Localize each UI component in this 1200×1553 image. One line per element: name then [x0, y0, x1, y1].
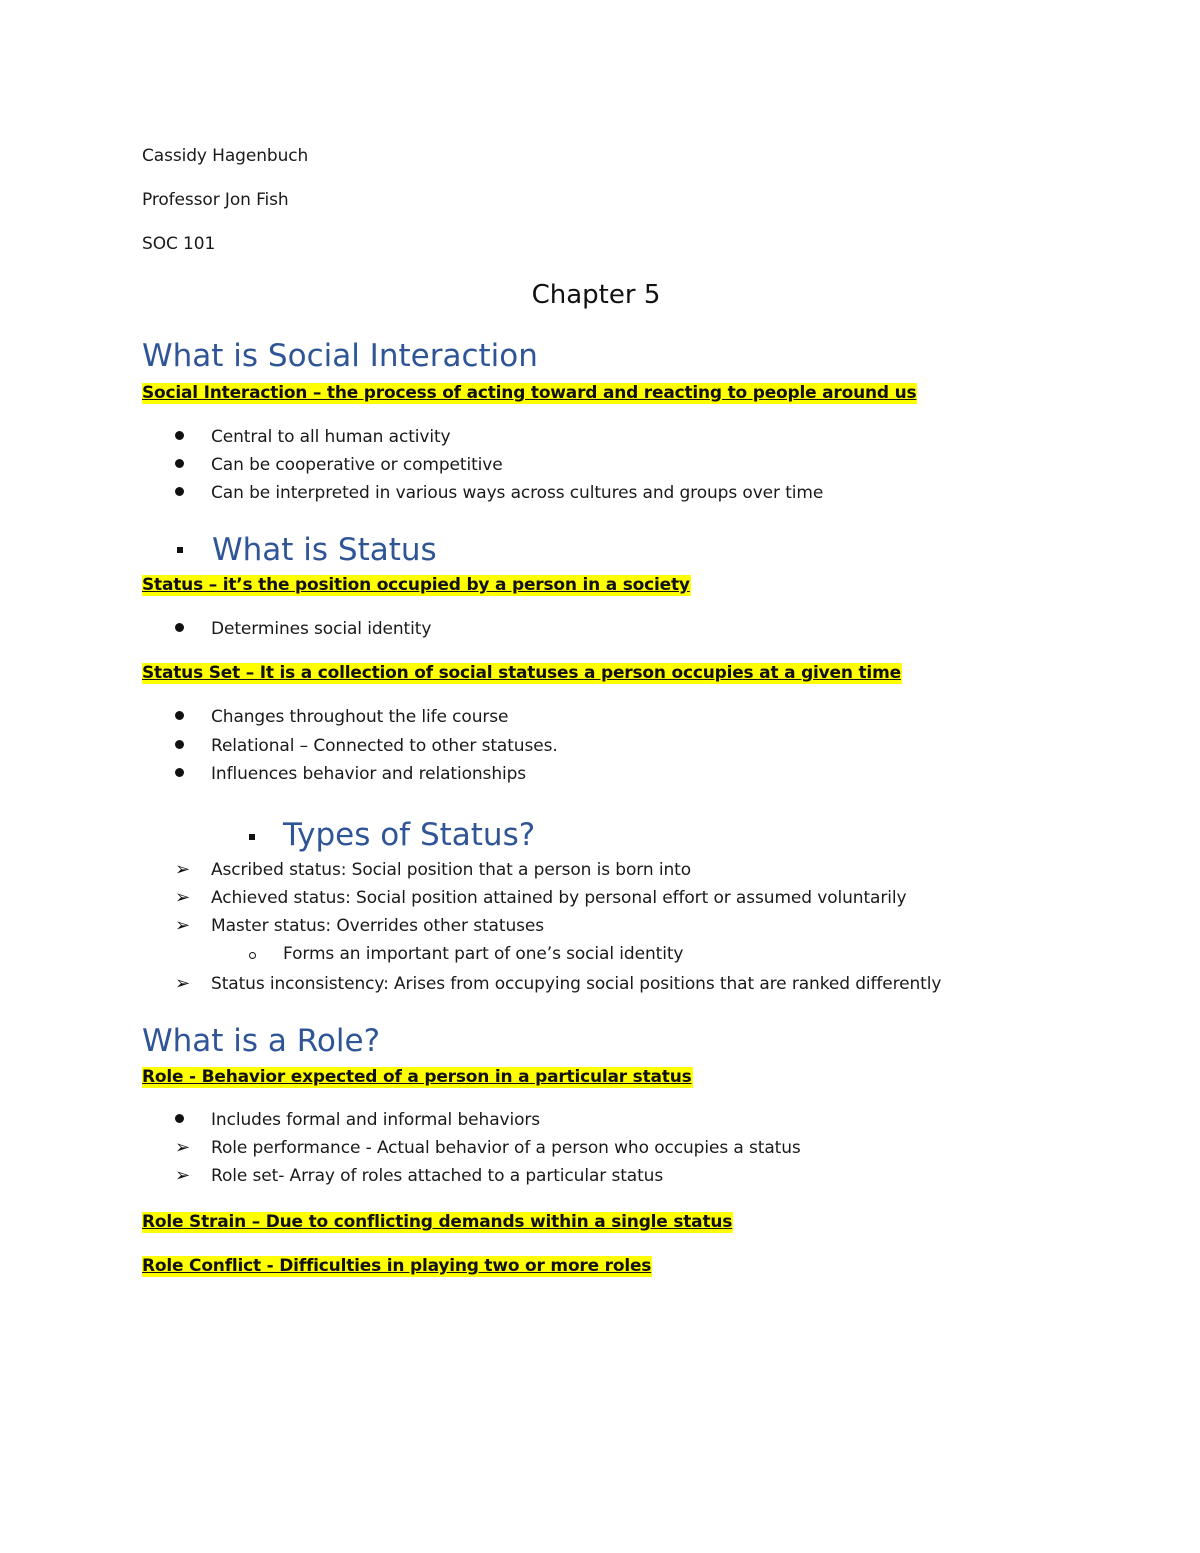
- bullet-disc-icon: [175, 1114, 184, 1123]
- list-item: Can be cooperative or competitive: [211, 455, 503, 475]
- arrow-bullet-icon: ➢: [175, 1137, 191, 1158]
- author-name: Cassidy Hagenbuch: [142, 146, 309, 166]
- circle-bullet-icon: [249, 952, 256, 959]
- heading-types-of-status: Types of Status?: [283, 817, 536, 853]
- highlight-text: Role - Behavior expected of a person in a particular status: [142, 1067, 692, 1087]
- highlight-text: Status Set – It is a collection of social statuses a person occupies at a given time: [142, 663, 901, 683]
- professor-name: Professor Jon Fish: [142, 190, 289, 210]
- definition-role: [142, 1066, 693, 1088]
- bullet-square-icon: [249, 834, 255, 840]
- heading-status: What is Status: [212, 532, 437, 568]
- list-item: Ascribed status: Social position that a person is born into: [211, 860, 692, 880]
- definition-status-set: [142, 662, 902, 684]
- list-item: Central to all human activity: [211, 427, 451, 447]
- list-item: Can be interpreted in various ways across cultures and groups over time: [211, 483, 824, 503]
- highlight-text: Social Interaction – the process of acting toward and reacting to people around us: [142, 383, 917, 403]
- definition-role-conflict: [142, 1255, 652, 1277]
- heading-social-interaction: What is Social Interaction: [142, 338, 538, 374]
- definition-social-interaction: [142, 382, 917, 404]
- definition-status: [142, 574, 691, 596]
- definition-role-strain: [142, 1211, 733, 1233]
- list-item: Determines social identity: [211, 619, 432, 639]
- bullet-disc-icon: [175, 768, 184, 777]
- page-title: Chapter 5: [531, 280, 661, 310]
- course-code: SOC 101: [142, 234, 216, 254]
- heading-role: What is a Role?: [142, 1023, 381, 1059]
- bullet-disc-icon: [175, 711, 184, 720]
- arrow-bullet-icon: ➢: [175, 973, 191, 994]
- bullet-disc-icon: [175, 740, 184, 749]
- list-item: Role performance - Actual behavior of a person who occupies a status: [211, 1138, 801, 1158]
- bullet-disc-icon: [175, 623, 184, 632]
- highlight-text: Role Conflict - Difficulties in playing two or more roles: [142, 1256, 652, 1276]
- list-item: Role set- Array of roles attached to a particular status: [211, 1166, 664, 1186]
- highlight-text: Role Strain – Due to conflicting demands within a single status: [142, 1212, 733, 1232]
- bullet-square-icon: [177, 547, 183, 553]
- list-item: Status inconsistency: Arises from occupying social positions that are ranked differently: [211, 974, 942, 994]
- list-item: Influences behavior and relationships: [211, 764, 527, 784]
- bullet-disc-icon: [175, 459, 184, 468]
- list-item: Changes throughout the life course: [211, 707, 509, 727]
- arrow-bullet-icon: ➢: [175, 1165, 191, 1186]
- list-item: Forms an important part of one’s social identity: [283, 944, 684, 964]
- list-item: Relational – Connected to other statuses.: [211, 736, 558, 756]
- arrow-bullet-icon: ➢: [175, 887, 191, 908]
- bullet-disc-icon: [175, 431, 184, 440]
- arrow-bullet-icon: ➢: [175, 859, 191, 880]
- highlight-text: Status – it’s the position occupied by a person in a society: [142, 575, 690, 595]
- list-item: Master status: Overrides other statuses: [211, 916, 544, 936]
- list-item: Includes formal and informal behaviors: [211, 1110, 541, 1130]
- arrow-bullet-icon: ➢: [175, 915, 191, 936]
- bullet-disc-icon: [175, 487, 184, 496]
- list-item: Achieved status: Social position attained by personal effort or assumed voluntarily: [211, 888, 907, 908]
